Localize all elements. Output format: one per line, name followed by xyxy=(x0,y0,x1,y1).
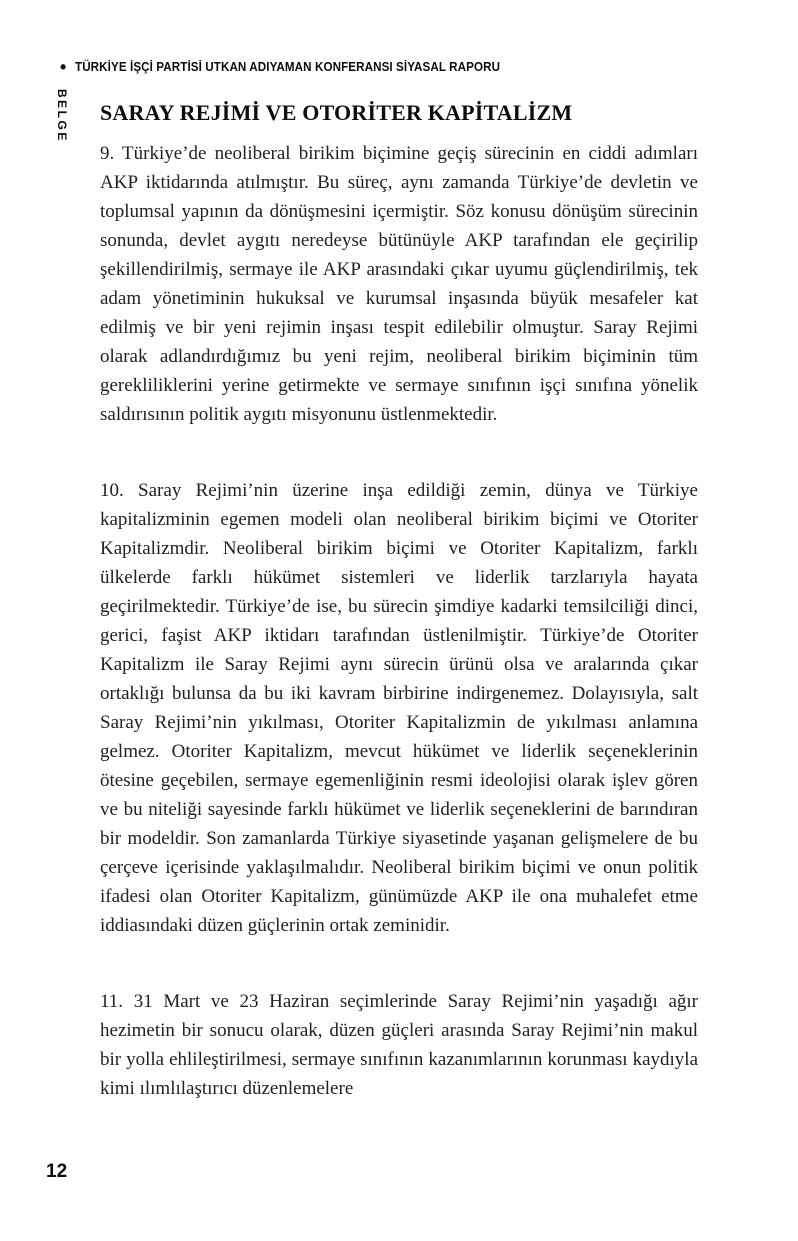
running-header-text: TÜRKİYE İŞÇİ PARTİSİ UTKAN ADIYAMAN KONFERANSI SİYASAL RAPORU xyxy=(75,60,501,74)
paragraph-9: 9. Türkiye’de neoliberal birikim biçimine geçiş sürecinin en ciddi adımları AKP iktidarında atılmıştır. Bu süreç, aynı zamanda Türkiye’de devletin ve toplumsal yapının da dönüşmesini içermiştir. Söz konusu dönüşüm sürecinin sonunda, devlet aygıtı neredeyse bütünüyle AKP tarafından ele geçirilip şekillendirilmiş, sermaye ile AKP arasındaki çıkar uyumu güçlendirilmiş, tek adam yönetiminin hukuksal ve kurumsal inşasında büyük mesafeler kat edilmiş ve bir yeni rejimin inşası tespit edilebilir olmuştur. Saray Rejimi olarak adlandırdığımız bu yeni rejim, neoliberal birikim biçiminin tüm gerekliliklerini yerine getirmekte ve sermaye sınıfının işçi sınıfına yönelik saldırısının politik aygıtı misyonunu üstlenmektedir. xyxy=(100,143,698,425)
running-header xyxy=(60,57,532,77)
edge-label-belge: BELGE xyxy=(55,89,69,143)
page-content xyxy=(100,100,698,1103)
page-number: 12 xyxy=(46,1161,68,1182)
paragraph-11: 11. 31 Mart ve 23 Haziran seçimlerinde Saray Rejimi’nin yaşadığı ağır hezimetin bir sonucu olarak, düzen güçleri arasında Saray Rejimi’nin makul bir yolla ehlileştirilmesi, sermaye sınıfının kazanımlarının korunması kaydıyla kimi ılımlılaştırıcı düzenlemelere xyxy=(100,991,698,1099)
section-title: SARAY REJİMİ VE OTORİTER KAPİTALİZM xyxy=(100,100,573,125)
paragraph-10: 10. Saray Rejimi’nin üzerine inşa edildiği zemin, dünya ve Türkiye kapitalizminin egemen modeli olan neoliberal birikim biçimi ve Otoriter Kapitalizmdir. Neoliberal birikim biçimi ve Otoriter Kapitalizm, farklı ülkelerde farklı hükümet sistemleri ve liderlik tarzlarıyla hayata geçirilmektedir. Türkiye’de ise, bu sürecin şimdiye kadarki temsilciliği dinci, gerici, faşist AKP iktidarı tarafından üstlenilmiştir. Türkiye’de Otoriter Kapitalizm ile Saray Rejimi aynı sürecin ürünü olsa ve aralarında çıkar ortaklığı bulunsa da bu iki kavram birbirine indirgenemez. Dolayısıyla, salt Saray Rejimi’nin yıkılması, Otoriter Kapitalizmin de yıkılması anlamına gelmez. Otoriter Kapitalizm, mevcut hükümet ve liderlik seçeneklerinin ötesine geçebilen, sermaye egemenliğinin resmi ideolojisi olarak işlev gören ve bu niteliği sayesinde farklı hükümet ve liderlik seçeneklerini de barındıran bir modeldir. Son zamanlarda Türkiye siyasetinde yaşanan gelişmelere de bu çerçeve içerisinde yaklaşılmalıdır. Neoliberal birikim biçimi ve onun politik ifadesi olan Otoriter Kapitalizm, günümüzde AKP ile ona muhalefet etme iddiasındaki düzen güçlerinin ortak zeminidir. xyxy=(100,480,698,936)
bullet-icon: • xyxy=(60,57,67,77)
